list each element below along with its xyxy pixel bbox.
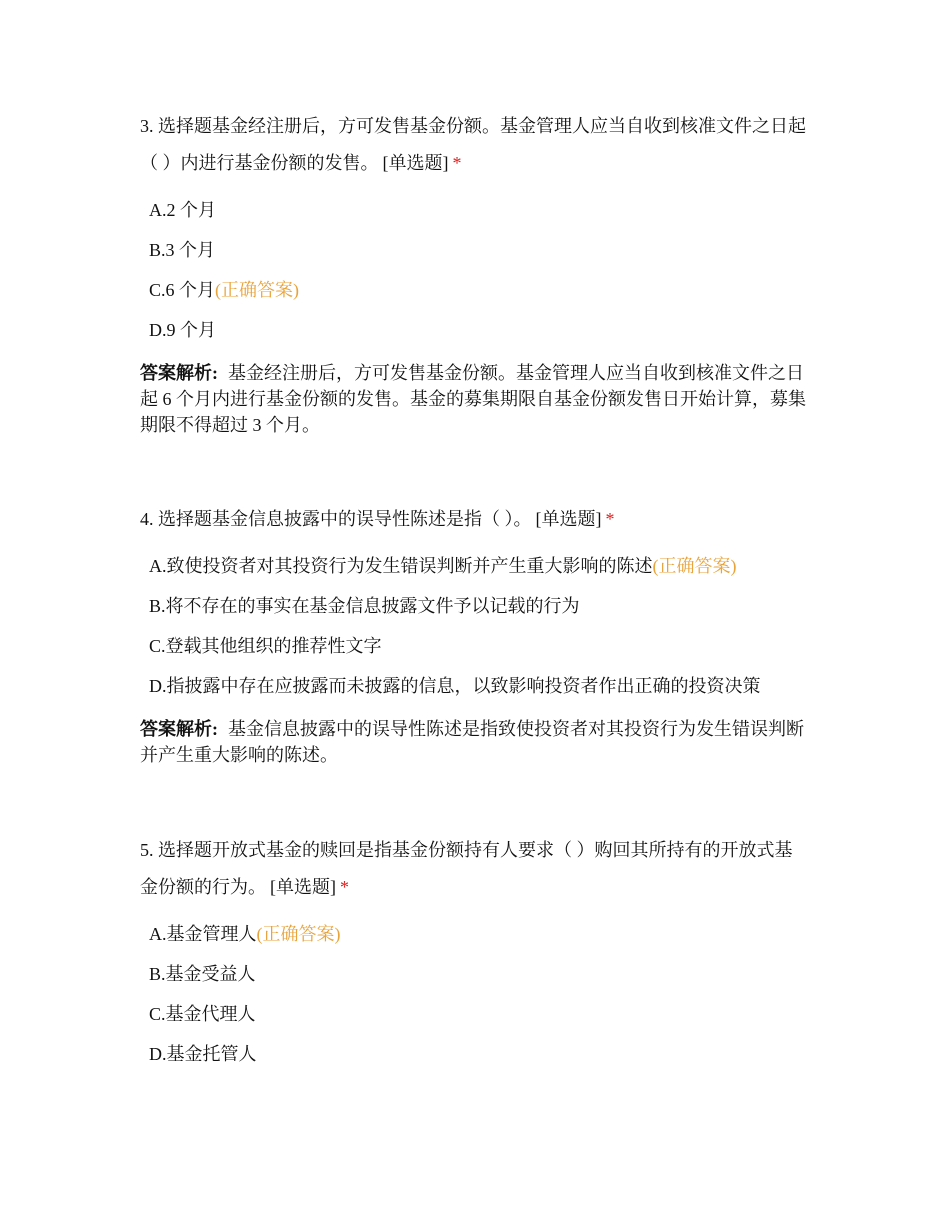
analysis-label: 答案解析:: [140, 719, 218, 739]
question-title: [140, 501, 810, 538]
option-list: [149, 546, 810, 706]
question-title: [140, 108, 810, 182]
option-text: D.基金托管人: [149, 1044, 257, 1064]
option-text: C.基金代理人: [149, 1004, 256, 1024]
option-text: B.基金受益人: [149, 964, 256, 984]
option-text: C.登载其他组织的推荐性文字: [149, 636, 382, 656]
analysis-label: 答案解析:: [140, 363, 218, 383]
option-text: B.将不存在的事实在基金信息披露文件予以记载的行为: [149, 596, 580, 616]
option-b[interactable]: [149, 954, 810, 994]
question-type-label: [单选题]: [535, 509, 602, 529]
question-3: [140, 108, 810, 438]
option-d[interactable]: [149, 666, 810, 706]
correct-answer-label: (正确答案): [215, 280, 300, 300]
option-c[interactable]: [149, 994, 810, 1034]
question-text: 4. 选择题基金信息披露中的误导性陈述是指（ ）。: [140, 509, 532, 529]
option-text: A.基金管理人: [149, 924, 257, 944]
option-b[interactable]: [149, 586, 810, 626]
question-5: [140, 832, 810, 1074]
correct-answer-label: (正确答案): [256, 924, 341, 944]
option-c[interactable]: [149, 626, 810, 666]
option-d[interactable]: [149, 1034, 810, 1074]
option-c[interactable]: [149, 270, 810, 310]
option-list: [149, 914, 810, 1074]
question-4: [140, 501, 810, 768]
option-list: [149, 190, 810, 350]
option-text: B.3 个月: [149, 240, 216, 260]
option-a[interactable]: [149, 914, 810, 954]
answer-analysis: [140, 716, 810, 768]
correct-answer-label: (正确答案): [652, 556, 737, 576]
question-text: 3. 选择题基金经注册后，方可发售基金份额。基金管理人应当自收到核准文件之日起（ ）内进行基金份额的发售。: [140, 116, 806, 173]
question-text: 5. 选择题开放式基金的赎回是指基金份额持有人要求（ ）购回其所持有的开放式基金份额的行为。: [140, 840, 793, 897]
question-title: [140, 832, 810, 906]
option-text: A.2 个月: [149, 200, 216, 220]
question-type-label: [单选题]: [382, 153, 449, 173]
option-text: A.致使投资者对其投资行为发生错误判断并产生重大影响的陈述: [149, 556, 653, 576]
required-mark: *: [452, 153, 462, 173]
option-text: D.9 个月: [149, 320, 216, 340]
option-text: D.指披露中存在应披露而未披露的信息，以致影响投资者作出正确的投资决策: [149, 676, 761, 696]
option-b[interactable]: [149, 230, 810, 270]
option-a[interactable]: [149, 190, 810, 230]
analysis-text: 基金经注册后，方可发售基金份额。基金管理人应当自收到核准文件之日起 6 个月内进行基金份额的发售。基金的募集期限自基金份额发售日开始计算，募集期限不得超过 3 个月。: [140, 363, 806, 435]
answer-analysis: [140, 360, 810, 438]
question-type-label: [单选题]: [270, 877, 336, 897]
option-d[interactable]: [149, 310, 810, 350]
option-a[interactable]: [149, 546, 810, 586]
analysis-text: 基金信息披露中的误导性陈述是指致使投资者对其投资行为发生错误判断并产生重大影响的陈述。: [140, 719, 804, 765]
required-mark: *: [340, 877, 349, 897]
option-text: C.6 个月: [149, 280, 216, 300]
required-mark: *: [605, 509, 615, 529]
